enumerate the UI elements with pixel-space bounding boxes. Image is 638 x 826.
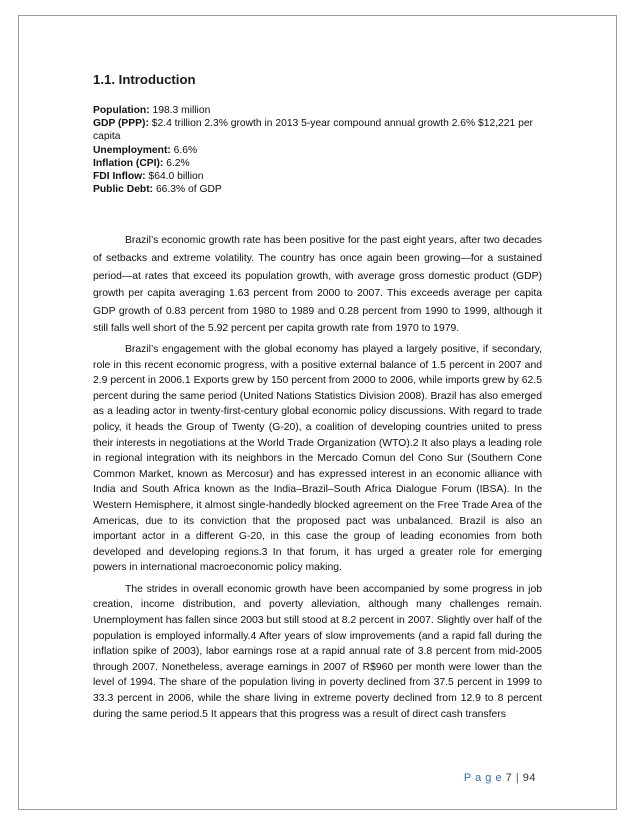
document-body [93,72,542,722]
page-footer [464,772,536,784]
section-title: Introduction [118,72,196,87]
paragraph-global-engagement: Brazil’s engagement with the global economy has played a largely positive, if secondary, role in this recent economic progress, with a positive external balance of 1.5 percent in 2007 and 2.9 percent in 2006.1 Exports grew by 150 percent from 2000 to 2006, while imports grew by 62.5 percent during the same period (United Nations Statistics Division 2008). Brazil has also emerged as a leading actor in twenty-first-century global economic policy discussions. With regard to trade policy, it heads the Group of Twenty (G-20), a coalition of developing countries united to press their interests in negotiations at the World Trade Organization (WTO).2 It also plays a leading role in regional integration with its neighbors in the Mercado Comun del Cono Sur (Southern Cone Common Market, known as Mercosur) and has expressed interest in an economic alliance with India and South Africa known as the India–Brazil–South Africa Dialogue Forum (IBSA). In the Western Hemisphere, it almost single-handedly blocked agreement on the Free Trade Area of the Americas, due to its conviction that the proposed pact was unbalanced. Brazil is also an important actor in a different G-20, in this case the group of leading economies from both developed and developing regions.3 In that forum, it has urged a greater role for emerging powers in international macroeconomic policy making. [93,343,542,574]
paragraph-job-creation: The strides in overall economic growth have been accompanied by some progress in job creation, income distribution, and poverty alleviation, although many challenges remain. Unemployment has fallen since 2003 but still stood at 8.2 percent in 2007. Slightly over half of the population is employed informally.4 After years of slow improvements (and a rapid fall during the inflation spike of 2003), labor earnings rose at a rapid annual rate of 3.8 percent from mid-2005 through 2007. Nonetheless, average earnings in 2007 of R$960 per month were lower than the level of 1994. The share of the population living in poverty declined from 37.5 percent in 1999 to 33.3 percent in 2006, while the share living in extreme poverty declined from 12.9 to 8 percent during the same period.5 It appears that this progress was a result of direct cash transfers [93,583,542,720]
page-separator: | [515,772,520,784]
fact-public-debt: Public Debt: 66.3% of GDP [93,184,222,196]
country-facts [93,104,542,196]
section-heading [93,72,542,87]
page-number: 7 [505,772,513,784]
fact-fdi-inflow: FDI Inflow: $64.0 billion [93,171,204,183]
page-label: P a g e [463,772,503,784]
paragraph-growth: Brazil’s economic growth rate has been positive for the past eight years, after two decades of setbacks and extreme volatility. The country has once again been growing—for a sustained period—at rates that exceed its population growth, with average gross domestic product (GDP) growth per capita averaging 1.63 percent from 2000 to 2007. This exceeds average per capita GDP growth of 0.83 percent from 1980 to 1989 and 0.28 percent from 1990 to 1999, although it still falls well short of the 5.92 percent per capita growth rate from 1970 to 1979. [93,235,542,335]
fact-gdp: GDP (PPP): $2.4 trillion 2.3% growth in 2013 5-year compound annual growth 2.6% $12,221 per capita [93,118,533,143]
fact-unemployment: Unemployment: 6.6% [93,144,198,156]
fact-inflation: Inflation (CPI): 6.2% [93,157,190,169]
fact-population: Population: 198.3 million [93,105,211,116]
section-number: 1.1. [93,72,115,87]
total-pages: 94 [522,772,536,784]
